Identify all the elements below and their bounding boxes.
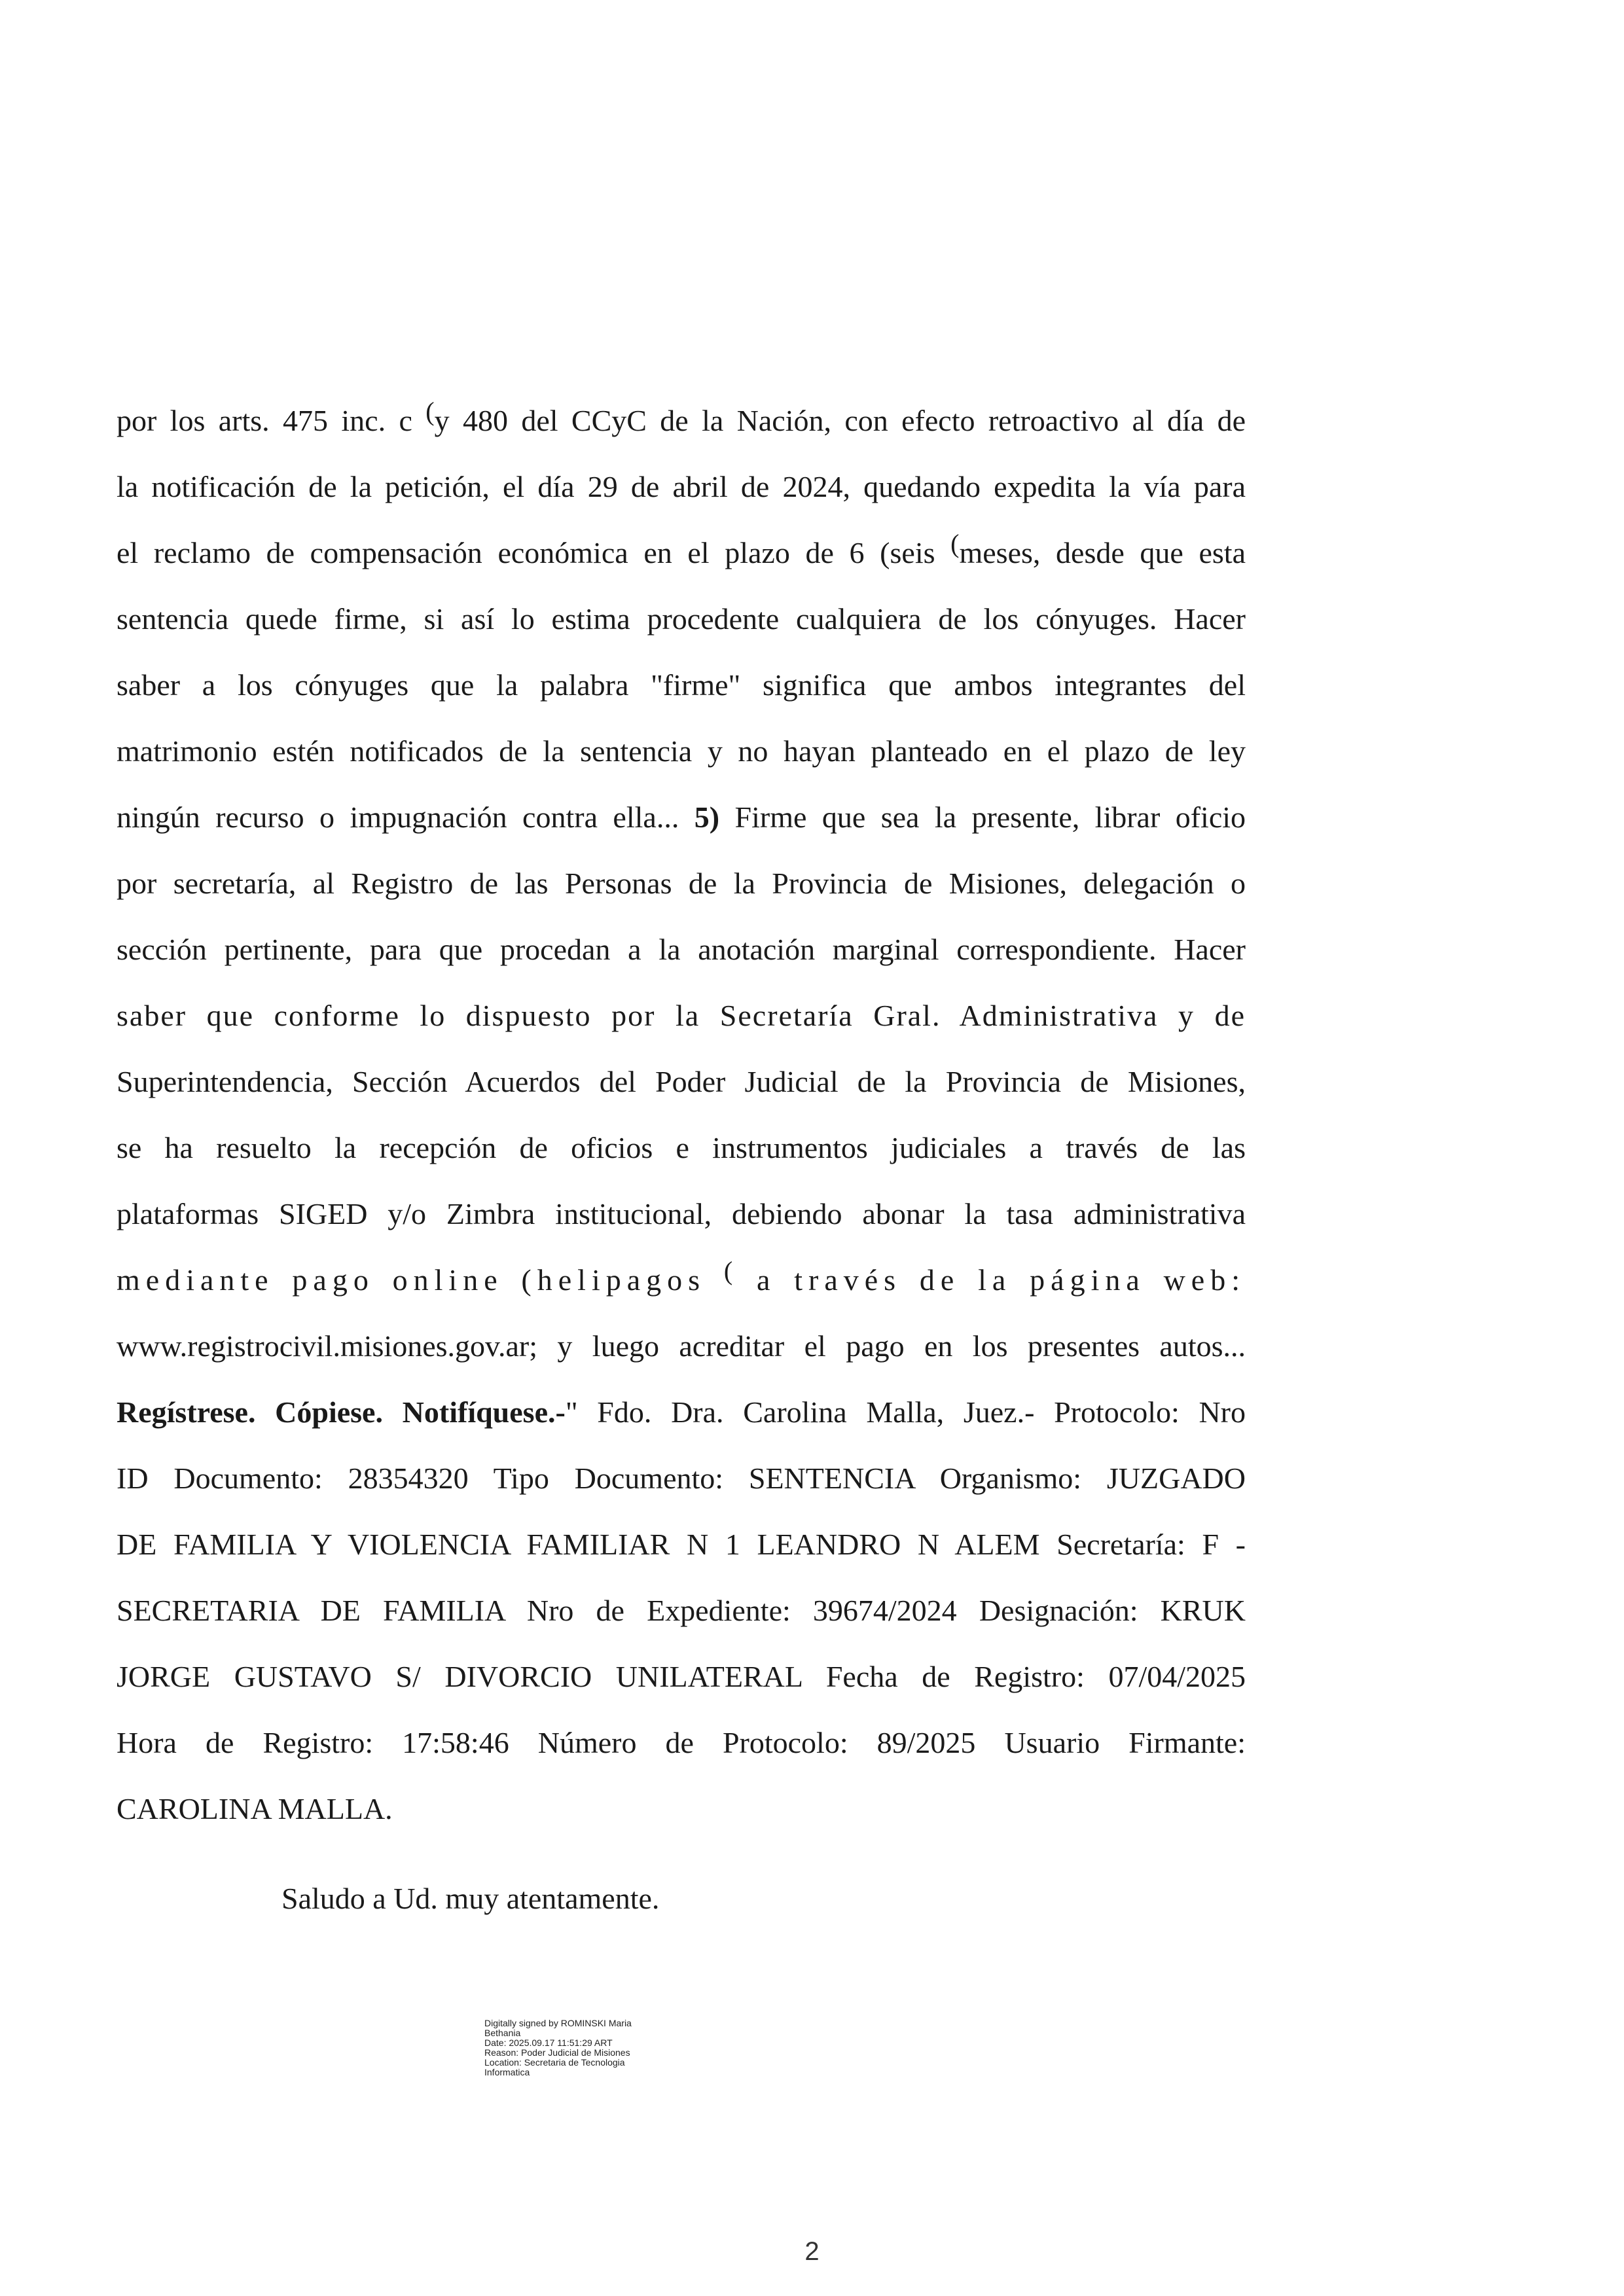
signature-line: Bethania <box>484 2028 521 2038</box>
text-run: SECRETARIA DE FAMILIA Nro de Expediente: 39674/2024 Designación: KRUK <box>117 1594 1246 1627</box>
text-run: " Fdo. Dra. Carolina Malla, Juez.- Protocolo: Nro <box>565 1395 1246 1429</box>
digital-signature-block <box>484 2018 632 2077</box>
paragraph-line <box>117 1776 1246 1842</box>
text-run: por los arts. 475 inc. c <box>117 404 426 437</box>
signature-line: Reason: Poder Judicial de Misiones <box>484 2047 630 2058</box>
text-run: por secretaría, al Registro de las Personas de la Provincia de Misiones, delegación o <box>117 867 1246 900</box>
text-run: se ha resuelto la recepción de oficios e instrumentos judiciales a través de las <box>117 1131 1246 1164</box>
paragraph-line <box>117 1181 1246 1247</box>
paragraph-line <box>117 1313 1246 1379</box>
text-run: Firme que sea la presente, librar oficio <box>719 800 1246 834</box>
superscript-paren: ( <box>425 397 435 426</box>
paragraph-line <box>117 718 1246 784</box>
signature-line: Date: 2025.09.17 11:51:29 ART <box>484 2037 613 2048</box>
text-run: sentencia quede firme, si así lo estima procedente cualquiera de los cónyuges. Hacer <box>117 602 1246 636</box>
text-run: www.registrocivil.misiones.gov.ar; y luego acreditar el pago en los presentes autos... <box>117 1329 1246 1363</box>
text-run: Superintendencia, Sección Acuerdos del Poder Judicial de la Provincia de Misiones, <box>117 1065 1246 1098</box>
paragraph-line <box>117 652 1246 718</box>
paragraph-line <box>117 1049 1246 1115</box>
paragraph-line <box>117 784 1246 850</box>
bold-text: Regístrese. Cópiese. Notifíquese.- <box>117 1395 566 1429</box>
paragraph-line <box>117 982 1246 1049</box>
text-run: DE FAMILIA Y VIOLENCIA FAMILIAR N 1 LEANDRO N ALEM Secretaría: F - <box>117 1528 1246 1561</box>
text-run: meses, desde que esta <box>959 536 1246 569</box>
closing-salutation: Saludo a Ud. muy atentamente. <box>281 1882 660 1915</box>
document-body <box>117 387 1246 1842</box>
text-run: sección pertinente, para que procedan a la anotación marginal correspondiente. Hacer <box>117 933 1246 966</box>
paragraph-line <box>117 520 1246 586</box>
text-run: ID Documento: 28354320 Tipo Documento: SENTENCIA Organismo: JUZGADO <box>117 1462 1246 1495</box>
text-run: JORGE GUSTAVO S/ DIVORCIO UNILATERAL Fecha de Registro: 07/04/2025 <box>117 1660 1246 1693</box>
superscript-paren: ( <box>723 1256 739 1285</box>
paragraph-line <box>117 916 1246 982</box>
signature-line: Informatica <box>484 2067 530 2077</box>
text-run: la notificación de la petición, el día 29 de abril de 2024, quedando expedita la vía para <box>117 470 1246 503</box>
paragraph-line <box>117 387 1246 454</box>
signature-line: Digitally signed by ROMINSKI Maria <box>484 2018 632 2028</box>
text-run: y 480 del CCyC de la Nación, con efecto retroactivo al día de <box>434 404 1246 437</box>
text-run: CAROLINA MALLA. <box>117 1792 393 1825</box>
paragraph-line <box>117 586 1246 652</box>
text-run: saber a los cónyuges que la palabra "firme" significa que ambos integrantes del <box>117 668 1246 702</box>
paragraph-line <box>117 1643 1246 1710</box>
paragraph-line <box>117 1577 1246 1643</box>
paragraph-line <box>117 454 1246 520</box>
text-run: matrimonio estén notificados de la sentencia y no hayan planteado en el plazo de ley <box>117 734 1246 768</box>
text-run: el reclamo de compensación económica en el plazo de 6 (seis <box>117 536 951 569</box>
text-run: Hora de Registro: 17:58:46 Número de Protocolo: 89/2025 Usuario Firmante: <box>117 1726 1246 1759</box>
paragraph-line <box>117 1710 1246 1776</box>
text-run: plataformas SIGED y/o Zimbra institucional, debiendo abonar la tasa administrativa <box>117 1197 1246 1230</box>
page-number: 2 <box>804 2237 820 2266</box>
paragraph-line <box>117 1247 1246 1313</box>
bold-text: 5) <box>694 800 720 834</box>
superscript-paren: ( <box>950 529 960 558</box>
signature-line: Location: Secretaria de Tecnologia <box>484 2057 625 2068</box>
paragraph-line <box>117 1379 1246 1445</box>
paragraph-line <box>117 850 1246 916</box>
text-run: mediante pago online (helipagos <box>117 1263 724 1297</box>
text-run: saber que conforme lo dispuesto por la Secretaría Gral. Administrativa y de <box>117 999 1246 1032</box>
text-run: ningún recurso o impugnación contra ella... <box>117 800 695 834</box>
paragraph-line <box>117 1445 1246 1511</box>
paragraph-line <box>117 1511 1246 1577</box>
paragraph-line <box>117 1115 1246 1181</box>
text-run: a través de la página web: <box>738 1263 1246 1297</box>
